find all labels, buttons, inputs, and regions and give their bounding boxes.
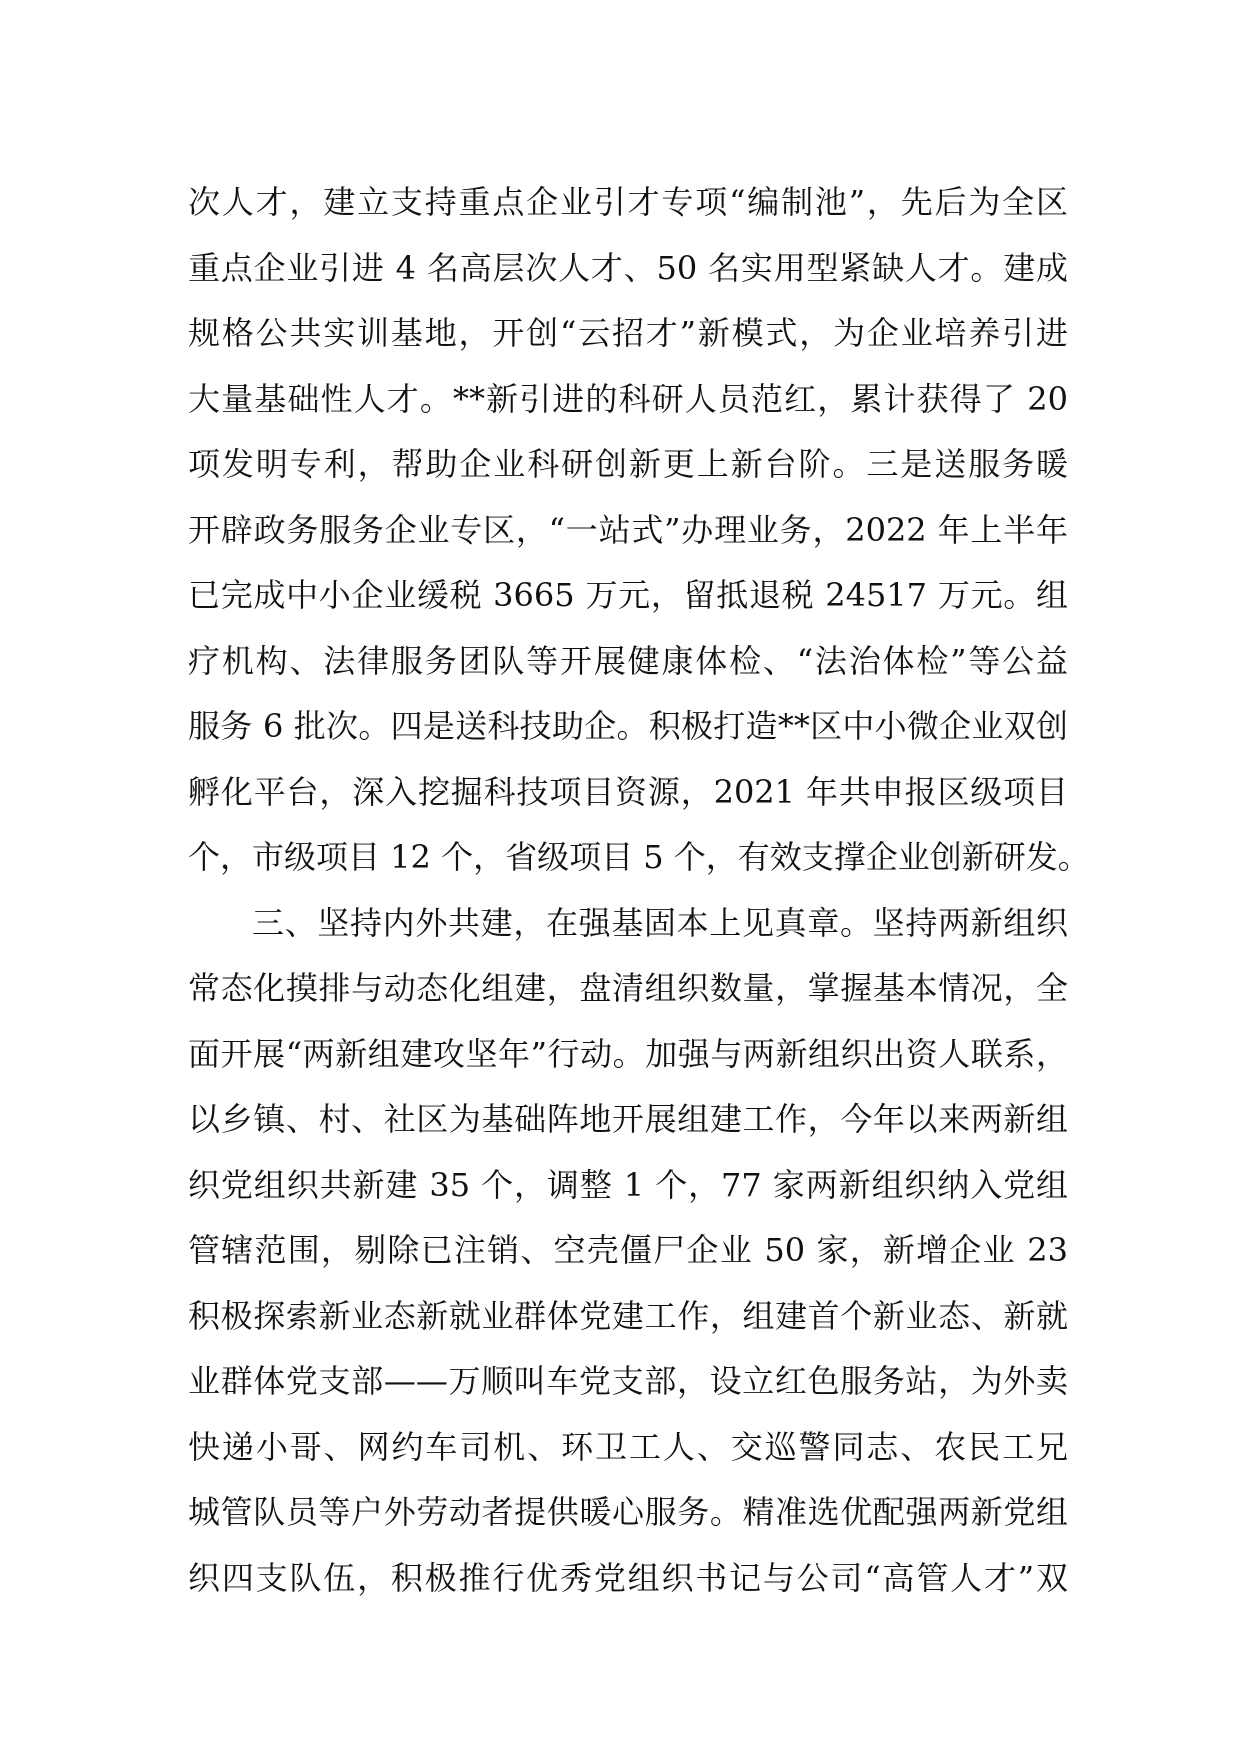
text-line: 已完成中小企业缓税 3665 万元，留抵退税 24517 万元。组 <box>188 576 1068 614</box>
text-line: 织党组织共新建 35 个，调整 1 个，77 家两新组织纳入党组 <box>188 1165 1068 1204</box>
text-line: 项发明专利，帮助企业科研创新更上新台阶。三是送服务暖 <box>188 445 1068 483</box>
text-line: 孵化平台，深入挖掘科技项目资源，2021 年共申报区级项目 <box>188 772 1068 811</box>
text-line: 服务 6 批次。四是送科技助企。积极打造**区中小微企业双创 <box>188 707 1068 745</box>
text-line: 积极探索新业态新就业群体党建工作，组建首个新业态、新就 <box>188 1296 1068 1335</box>
text-line: 管辖范围，剔除已注销、空壳僵尸企业 50 家，新增企业 23 <box>188 1231 1068 1269</box>
text-line: 大量基础性人才。**新引进的科研人员范红，累计获得了 20 <box>188 379 1068 418</box>
paragraph-first-line: 三、坚持内外共建，在强基固本上见真章。坚持两新组织 <box>252 903 1068 942</box>
text-line: 业群体党支部——万顺叫车党支部，设立红色服务站，为外卖 <box>188 1362 1068 1400</box>
text-line: 疗机构、法律服务团队等开展健康体检、“法治体检”等公益 <box>188 641 1068 680</box>
body-text <box>188 170 1090 1611</box>
text-line: 织四支队伍，积极推行优秀党组织书记与公司“高管人才”双 <box>188 1558 1068 1597</box>
text-line: 以乡镇、村、社区为基础阵地开展组建工作，今年以来两新组 <box>188 1100 1068 1138</box>
paragraph-last-line: 个，市级项目 12 个，省级项目 5 个，有效支撑企业创新研发。 <box>188 838 1090 876</box>
text-line: 城管队员等户外劳动者提供暖心服务。精准选优配强两新党组 <box>188 1493 1068 1531</box>
text-line: 开辟政务服务企业专区，“一站式”办理业务，2022 年上半年 <box>188 510 1068 549</box>
text-line: 快递小哥、网约车司机、环卫工人、交巡警同志、农民工兄 <box>188 1427 1068 1466</box>
text-line: 常态化摸排与动态化组建，盘清组织数量，掌握基本情况，全 <box>188 969 1068 1007</box>
text-line: 规格公共实训基地，开创“云招才”新模式，为企业培养引进 <box>188 314 1068 352</box>
text-line: 面开展“两新组建攻坚年”行动。加强与两新组织出资人联系， <box>188 1034 1068 1073</box>
text-line: 重点企业引进 4 名高层次人才、50 名实用型紧缺人才。建成 <box>188 248 1068 287</box>
text-line: 次人才，建立支持重点企业引才专项“编制池”，先后为全区 <box>188 183 1068 221</box>
